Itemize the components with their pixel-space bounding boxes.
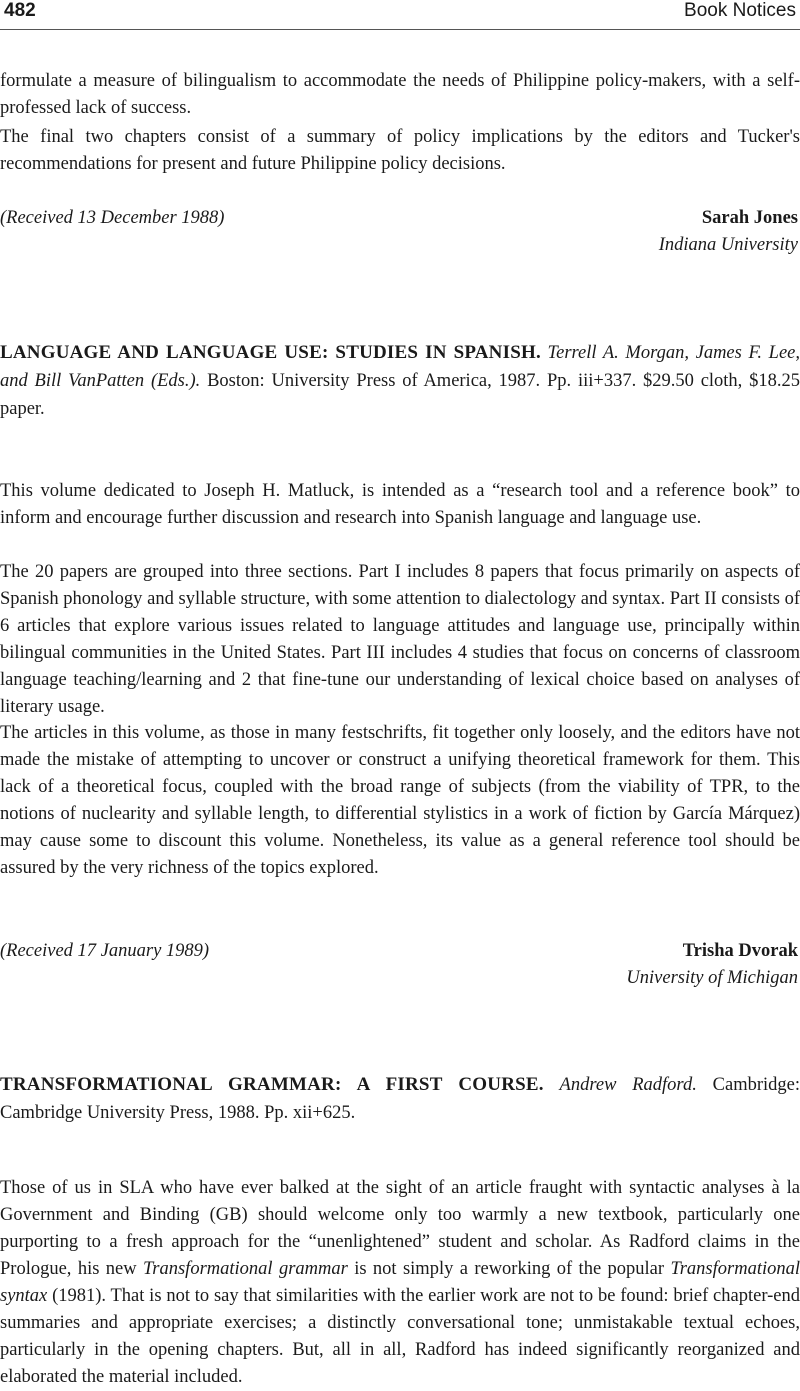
received-date: (Received 17 January 1989) — [0, 941, 210, 961]
book-title: LANGUAGE AND LANGUAGE USE: STUDIES IN SPANISH. — [0, 342, 541, 363]
review2-paragraph-2: The 20 papers are grouped into three sections. Part I includes 8 papers that focus primarily on aspects of Spanish phonology and syllable structure, with some attention to dialectology and syntax. Part II consists of 6 articles that explore various issues related to language attitudes and language use, principally within bilingual communities in the United States. Part III includes 4 studies that focus on concerns of classroom language teaching/learning and 2 that fine-tune our understanding of lexical choice based on analyses of literary usage. — [0, 562, 800, 717]
text-run: is not simply a reworking of the popular — [347, 1259, 671, 1279]
running-head: Book Notices — [684, 0, 796, 21]
page-header — [0, 0, 800, 30]
text-run: (1981). That is not to say that similarities with the earlier work are not to be found: brief chapter-end summaries and appropriate exercises; a distinctly conversational tone; unmistakable textual echoes, particularly in the opening chapters. But, all in all, Radford has indeed significantly reorganized and elaborated the material included. — [0, 1286, 800, 1387]
header-rule — [0, 29, 800, 30]
cited-title: Transformational grammar — [143, 1259, 348, 1279]
review1-paragraph-1: formulate a measure of bilingualism to accommodate the needs of Philippine policy-makers, with a self-professed lack of success. — [0, 71, 800, 118]
review2-book-heading — [0, 339, 800, 423]
reviewer-affiliation: Indiana University — [658, 235, 798, 255]
book-authors: Terrell A. Morgan, James F. Lee, and Bill VanPatten (Eds.). — [0, 343, 800, 391]
review3-paragraph-1 — [0, 1175, 800, 1391]
review1-signature — [0, 205, 800, 261]
page-number: 482 — [4, 0, 36, 21]
reviewer-name: Trisha Dvorak — [682, 941, 798, 961]
review2-paragraph-3: The articles in this volume, as those in many festschrifts, fit together only loosely, and the editors have not made the mistake of attempting to uncover or construct a unifying theoretical framework for them. This lack of a theoretical focus, coupled with the broad range of subjects (from the viability of TPR, to the notions of nuclearity and syllable length, to differential stylistics in a work of fiction by García Márquez) may cause some to discount this volume. Nonetheless, its value as a general reference tool should be assured by the very richness of the topics explored. — [0, 723, 800, 878]
review2-paragraph-1: This volume dedicated to Joseph H. Matluck, is intended as a “research tool and a reference book” to inform and encourage further discussion and research into Spanish language and language use. — [0, 481, 800, 528]
book-publication: Boston: University Press of America, 1987. Pp. iii+337. $29.50 cloth, $18.25 paper. — [0, 371, 800, 419]
text-run: Those of us in SLA who have ever balked at the sight of an article fraught with syntactic analyses à la Government and Binding (GB) should welcome only too warmly a new textbook, particularly one purporting to a fresh approach for the “unenlightened” student and scholar. As Radford claims in the Prologue, his new — [0, 1178, 800, 1279]
book-title: TRANSFORMATIONAL GRAMMAR: A FIRST COURSE. — [0, 1074, 544, 1095]
reviewer-name: Sarah Jones — [701, 208, 798, 228]
book-authors: Andrew Radford. — [559, 1075, 697, 1095]
review1-paragraph-2: The final two chapters consist of a summary of policy implications by the editors and Tucker's recommendations for present and future Philippine policy decisions. — [0, 127, 800, 174]
cited-title: Transformational syntax — [0, 1259, 800, 1306]
reviewer-affiliation: University of Michigan — [626, 968, 798, 988]
received-date: (Received 13 December 1988) — [0, 208, 225, 228]
book-publication: Cambridge: Cambridge University Press, 1988. Pp. xii+625. — [0, 1075, 800, 1123]
review3-book-heading — [0, 1071, 800, 1127]
review2-signature — [0, 938, 800, 994]
